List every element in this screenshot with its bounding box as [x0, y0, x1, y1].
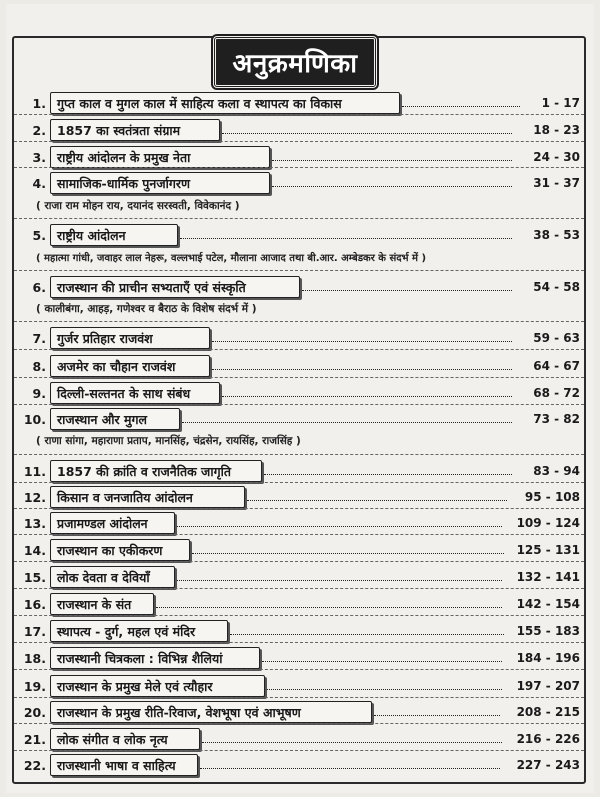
- toc-entry[interactable]: [22, 703, 584, 723]
- divider: [14, 349, 584, 350]
- divider: [14, 167, 584, 168]
- entry-number: 5.: [32, 228, 46, 243]
- toc-entry[interactable]: [22, 357, 584, 377]
- entry-number: 10.: [23, 412, 46, 427]
- entry-number: 16.: [23, 597, 46, 612]
- divider: [14, 377, 584, 378]
- page-range: 38 - 53: [533, 228, 580, 242]
- leader-dots: [222, 133, 512, 134]
- page-range: 73 - 82: [533, 412, 580, 426]
- entry-title[interactable]: राजस्थान के संत: [50, 593, 154, 615]
- page-range: 197 - 207: [516, 679, 580, 693]
- leader-dots: [262, 661, 502, 662]
- toc-entry[interactable]: [22, 649, 584, 669]
- divider: [14, 114, 584, 115]
- toc-entry[interactable]: [22, 278, 584, 298]
- toc-entry[interactable]: [22, 462, 584, 482]
- divider: [14, 482, 584, 483]
- entry-title[interactable]: अजमेर का चौहान राजवंश: [50, 355, 210, 377]
- divider: [14, 218, 584, 219]
- toc-entry[interactable]: [22, 94, 584, 114]
- leader-dots: [302, 290, 512, 291]
- entry-title[interactable]: किसान व जनजातिय आंदोलन: [50, 486, 245, 508]
- entry-title[interactable]: राजस्थान और मुगल: [50, 408, 180, 430]
- entry-title[interactable]: राजस्थान के प्रमुख रीति-रिवाज, वेशभूषा एवं आभूषण: [50, 701, 372, 723]
- toc-entry[interactable]: [22, 488, 584, 508]
- divider: [14, 669, 584, 670]
- page-range: 24 - 30: [533, 150, 580, 164]
- divider: [14, 615, 584, 616]
- entry-title[interactable]: दिल्ली-सल्तनत के साथ संबंध: [50, 382, 220, 404]
- divider: [14, 141, 584, 142]
- entry-number: 20.: [23, 705, 46, 720]
- leader-dots: [202, 742, 502, 743]
- entry-title[interactable]: राष्ट्रीय आंदोलन के प्रमुख नेता: [50, 146, 270, 168]
- divider: [14, 750, 584, 751]
- page-title: अनुक्रमणिका: [213, 36, 377, 88]
- leader-dots: [402, 106, 520, 107]
- divider: [14, 321, 584, 322]
- entry-subtitle: ( राणा सांगा, महाराणा प्रताप, मानसिंह, चंद्रसेन, रायसिंह, राजसिंह ): [36, 435, 301, 447]
- toc-entry[interactable]: [22, 677, 584, 697]
- entry-title[interactable]: 1857 की क्रांति व राजनैतिक जागृति: [50, 460, 262, 482]
- toc-entry[interactable]: [22, 730, 584, 750]
- entry-title[interactable]: लोक देवता व देवियाँ: [50, 566, 175, 588]
- leader-dots: [200, 768, 500, 769]
- entry-subtitle: ( राजा राम मोहन राय, दयानंद सरस्वती, विवेकानंद ): [36, 200, 240, 212]
- entry-number: 9.: [32, 386, 46, 401]
- page-range: 132 - 141: [516, 570, 580, 584]
- leader-dots: [267, 689, 502, 690]
- page-range: 95 - 108: [524, 490, 580, 504]
- entry-title[interactable]: राजस्थान का एकीकरण: [50, 539, 190, 561]
- entry-number: 4.: [32, 176, 46, 191]
- divider: [14, 561, 584, 562]
- toc-entry[interactable]: [22, 756, 584, 776]
- entry-title[interactable]: राजस्थान के प्रमुख मेले एवं त्यौहार: [50, 675, 265, 697]
- entry-number: 14.: [23, 543, 46, 558]
- toc-entry[interactable]: [22, 384, 584, 404]
- entry-title[interactable]: राजस्थानी भाषा व साहित्य: [50, 754, 198, 776]
- toc-entry[interactable]: [22, 410, 584, 430]
- toc-entry[interactable]: [22, 514, 584, 534]
- page-range: 64 - 67: [533, 359, 580, 373]
- leader-dots: [177, 580, 502, 581]
- entry-title[interactable]: राष्ट्रीय आंदोलन: [50, 224, 178, 246]
- page-range: 83 - 94: [533, 464, 580, 478]
- page-range: 208 - 215: [516, 705, 580, 719]
- entry-number: 22.: [23, 758, 46, 773]
- page-range: 54 - 58: [533, 280, 580, 294]
- entry-subtitle: ( कालीबंगा, आहड़, गणेश्वर व बैराठ के विशेष संदर्भ में ): [36, 303, 257, 315]
- divider: [14, 454, 584, 455]
- leader-dots: [230, 634, 504, 635]
- page-range: 227 - 243: [516, 758, 580, 772]
- entry-number: 17.: [23, 624, 46, 639]
- entry-title[interactable]: राजस्थान की प्राचीन सभ्यताएँ एवं संस्कृति: [50, 276, 300, 298]
- page-range: 155 - 183: [516, 624, 580, 638]
- entry-title[interactable]: गुप्त काल व मुगल काल में साहित्य कला व स्थापत्य का विकास: [50, 92, 400, 114]
- entry-title[interactable]: 1857 का स्वतंत्रता संग्राम: [50, 119, 220, 141]
- entry-number: 7.: [32, 331, 46, 346]
- toc-entry[interactable]: [22, 174, 584, 194]
- toc-entry[interactable]: [22, 121, 584, 141]
- entry-number: 21.: [23, 732, 46, 747]
- leader-dots: [247, 500, 507, 501]
- entry-number: 15.: [23, 570, 46, 585]
- page-range: 18 - 23: [533, 123, 580, 137]
- divider: [14, 642, 584, 643]
- entry-number: 19.: [23, 679, 46, 694]
- leader-dots: [177, 526, 502, 527]
- entry-number: 8.: [32, 359, 46, 374]
- entry-number: 6.: [32, 280, 46, 295]
- leader-dots: [180, 238, 512, 239]
- divider: [14, 508, 584, 509]
- entry-number: 18.: [23, 651, 46, 666]
- leader-dots: [374, 715, 500, 716]
- leader-dots: [222, 396, 512, 397]
- entry-subtitle: ( महात्मा गांधी, जवाहर लाल नेहरू, वल्लभाई पटेल, मौलाना आजाद तथा बी.आर. अम्बेडकर के संदर्भ में ): [36, 253, 427, 264]
- divider: [14, 404, 584, 405]
- toc-entry[interactable]: [22, 568, 584, 588]
- divider: [14, 697, 584, 698]
- entry-title[interactable]: राजस्थानी चित्रकला : विभिन्न शैलियां: [50, 647, 260, 669]
- leader-dots: [212, 341, 512, 342]
- page-range: 1 - 17: [541, 96, 580, 110]
- leader-dots: [272, 160, 512, 161]
- toc-entry[interactable]: [22, 329, 584, 349]
- toc-entry[interactable]: [22, 148, 584, 168]
- entry-number: 13.: [23, 516, 46, 531]
- entry-title[interactable]: सामाजिक-धार्मिक पुनर्जागरण: [50, 172, 270, 194]
- leader-dots: [156, 607, 502, 608]
- leader-dots: [182, 422, 512, 423]
- entry-number: 3.: [32, 150, 46, 165]
- page-range: 125 - 131: [516, 543, 580, 557]
- page-range: 184 - 196: [516, 651, 580, 665]
- toc-entry[interactable]: [22, 541, 584, 561]
- page-range: 109 - 124: [516, 516, 580, 530]
- page-range: 31 - 37: [533, 176, 580, 190]
- divider: [14, 723, 584, 724]
- entry-title[interactable]: लोक संगीत व लोक नृत्य: [50, 728, 200, 750]
- page-range: 142 - 154: [516, 597, 580, 611]
- entry-number: 11.: [23, 464, 46, 479]
- leader-dots: [272, 186, 512, 187]
- page-range: 216 - 226: [516, 732, 580, 746]
- divider: [14, 588, 584, 589]
- entry-number: 2.: [32, 123, 46, 138]
- leader-dots: [212, 369, 512, 370]
- entry-number: 1.: [32, 96, 46, 111]
- divider: [14, 534, 584, 535]
- entry-title[interactable]: स्थापत्य - दुर्ग, महल एवं मंदिर: [50, 620, 228, 642]
- toc-entry[interactable]: [22, 226, 584, 246]
- divider: [14, 270, 584, 271]
- leader-dots: [192, 553, 504, 554]
- entry-title[interactable]: गुर्जर प्रतिहार राजवंश: [50, 327, 210, 349]
- page-range: 68 - 72: [533, 386, 580, 400]
- entry-title[interactable]: प्रजामण्डल आंदोलन: [50, 512, 175, 534]
- toc-entry[interactable]: [22, 595, 584, 615]
- entry-number: 12.: [23, 490, 46, 505]
- page-range: 59 - 63: [533, 331, 580, 345]
- toc-entry[interactable]: [22, 622, 584, 642]
- leader-dots: [264, 474, 512, 475]
